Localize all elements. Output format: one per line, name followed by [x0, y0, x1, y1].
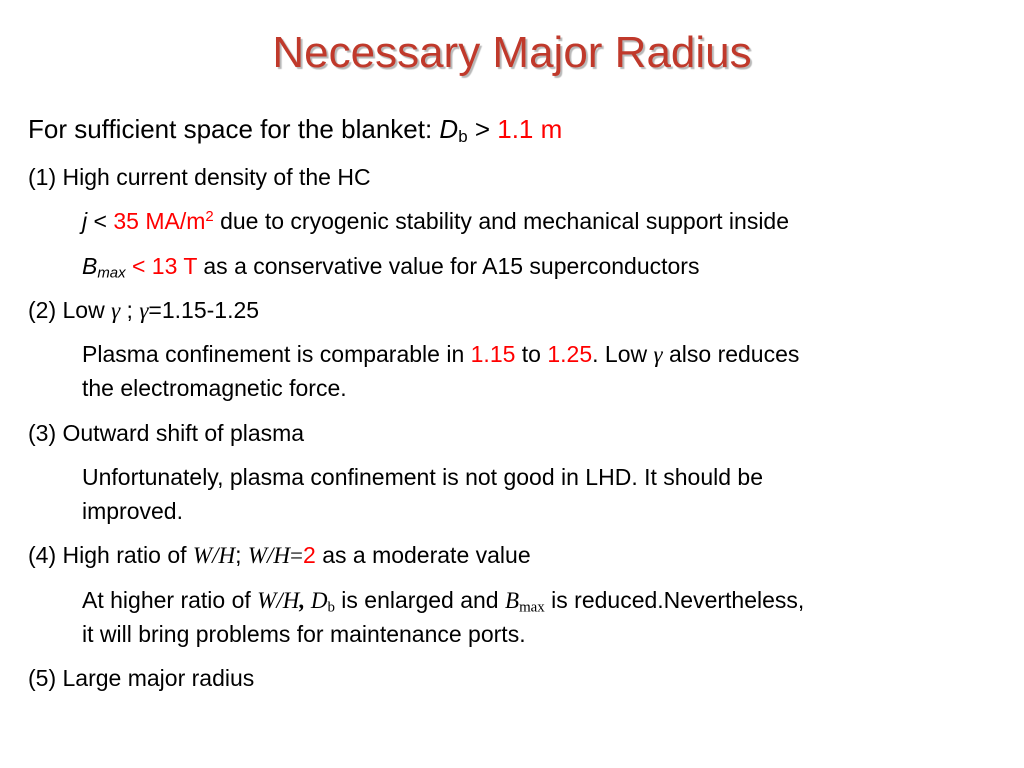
item3-line-b: improved.	[82, 498, 183, 524]
item4-line-a: At higher ratio of W/H, $D_b$ is enlarged and $B_{max}$ is reduced.Nevertheless,	[82, 587, 805, 616]
item4-heading: (4) High ratio of W/H; W/H=2 as a moderate value	[28, 542, 531, 568]
item2-heading: (2) Low γ ; γ=1.15-1.25	[28, 297, 260, 323]
item4-line-b: it will bring problems for maintenance ports.	[82, 621, 526, 647]
item5-heading: (5) Large major radius	[28, 665, 255, 691]
item1-heading: (1) High current density of the HC	[28, 164, 371, 190]
item2-confinement-line: Plasma confinement is comparable in 1.15 to 1.25. Low γ also reduces	[82, 341, 800, 367]
item2-continuation-line: the electromagnetic force.	[82, 375, 347, 401]
item3-line-a: Unfortunately, plasma confinement is not good in LHD. It should be	[82, 464, 764, 490]
item1-current-density-line: j < 35 $MA/m^2$ due to cryogenic stability and mechanical support inside	[82, 207, 790, 234]
item1-bmax-line: $B_{max} < 13$ T as a conservative value for A15 superconductors	[82, 253, 700, 282]
slide-title: Necessary Major Radius	[272, 28, 752, 77]
item3-heading: (3) Outward shift of plasma	[28, 420, 305, 446]
intro-line: For sufficient space for the blanket: $D_b > 1.1$ m	[28, 114, 563, 147]
